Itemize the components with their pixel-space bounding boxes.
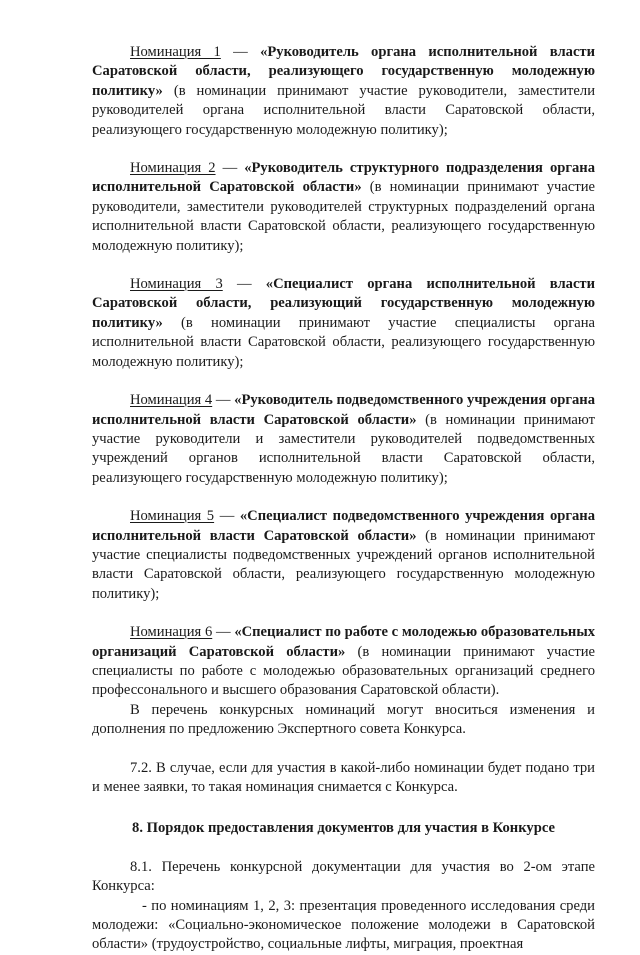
nomination-description: (в номинации принимают участие специалисты подведомственных учреждений органов исполнительной власти Саратовской области, реализующего государственную молодежную политику);: [92, 527, 596, 602]
nomination-2: [92, 159, 595, 256]
bullet-nominations-1-2-3: - по номинациям 1, 2, 3: презентация проведенного исследования среди молодежи: «Социально-экономическое положение молодежи в Саратовской области» (трудоустройство, социальные лифты, миграция, проектная: [92, 897, 595, 953]
nomination-label: Номинация 4: [130, 392, 213, 409]
nomination-5: [92, 507, 595, 604]
nomination-title: «Руководитель структурного подразделения органа исполнительной Саратовской области»: [92, 160, 596, 196]
nomination-description: (в номинации принимают участие руководители и заместители руководителей подведомственных учреждений органов исполнительной власти Саратовской области, реализующего государственную молодежную политику);: [92, 411, 596, 486]
nomination-label: Номинация 6: [130, 624, 213, 641]
nomination-label: Номинация 2: [130, 160, 216, 177]
nomination-title: «Специалист подведомственного учреждения органа исполнительной власти Саратовской области»: [92, 508, 596, 544]
nomination-label: Номинация 3: [130, 276, 223, 293]
changes-note: В перечень конкурсных номинаций могут вноситься изменения и дополнения по предложению Экспертного совета Конкурса.: [92, 701, 595, 738]
nomination-dash: —: [214, 508, 240, 525]
nomination-description: (в номинации принимают участие специалисты по работе с молодежью образовательных организаций среднего профессонального и высшего образования Саратовской области).: [92, 643, 595, 699]
nomination-description: (в номинации принимают участие руководители, заместители руководителей структурных подразделений органа исполнительной власти Саратовской области, реализующего государственную молодежную политику);: [92, 179, 595, 254]
nomination-3: [92, 275, 595, 372]
nomination-dash: —: [220, 44, 261, 60]
nomination-4: [92, 391, 595, 488]
nomination-6: [92, 623, 595, 701]
nomination-description: (в номинации принимают участие руководители, заместители руководителей органа исполнительной власти Саратовской области, реализующего государственную молодежную политику);: [92, 82, 595, 138]
nomination-title: «Руководитель органа исполнительной власти Саратовской области, реализующего государственную молодежную политику»: [92, 44, 595, 99]
clause-7-2: 7.2. В случае, если для участия в какой-либо номинации будет подано три и менее заявки, то такая номинация снимается с Конкурса.: [92, 759, 595, 795]
nomination-label: Номинация 5: [130, 508, 215, 525]
nomination-title: «Руководитель подведомственного учреждения органа исполнительной власти Саратовской области»: [92, 392, 596, 428]
nomination-dash: —: [215, 160, 245, 177]
nomination-description: (в номинации принимают участие специалисты органа исполнительной власти Саратовской области, реализующего государственную молодежную политику);: [92, 314, 595, 370]
nomination-title: «Специалист органа исполнительной власти Саратовской области, реализующий государственную молодежную политику»: [92, 276, 596, 331]
nomination-dash: —: [212, 392, 235, 409]
nomination-dash: —: [222, 276, 266, 293]
nomination-dash: —: [212, 624, 235, 641]
nomination-label: Номинация 1: [130, 44, 221, 60]
section-8-heading: 8. Порядок предоставления документов для участия в Конкурсе: [132, 820, 555, 837]
clause-8-1: 8.1. Перечень конкурсной документации для участия во 2-ом этапе Конкурса:: [92, 858, 595, 895]
nomination-1: [92, 43, 595, 140]
nomination-title: «Специалист по работе с молодежью образовательных организаций Саратовской области»: [92, 624, 596, 660]
